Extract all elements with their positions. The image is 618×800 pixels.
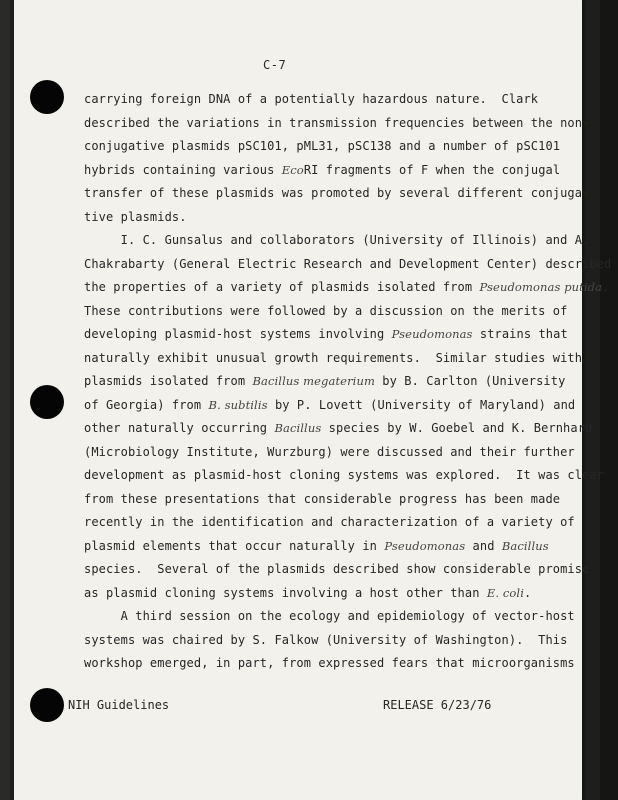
text-segment: species. Several of the plasmids described show considerable promise bbox=[84, 562, 590, 576]
text-segment: development as plasmid-host cloning systems was explored. It was clear bbox=[84, 468, 605, 482]
text-line bbox=[84, 609, 575, 623]
text-segment: from these presentations that considerable progress has been made bbox=[84, 491, 561, 506]
text-segment: by P. Lovett (University of Maryland) and bbox=[267, 397, 576, 412]
text-segment: conjugative plasmids pSC101, pML31, pSC138 and a number of pSC101 bbox=[84, 139, 561, 153]
text-line bbox=[84, 445, 575, 459]
text-line bbox=[84, 116, 589, 130]
text-line bbox=[84, 280, 609, 294]
text-segment: by B. Carlton (University bbox=[374, 374, 566, 388]
text-line bbox=[84, 304, 567, 318]
punch-hole-middle bbox=[30, 385, 64, 419]
text-line bbox=[84, 468, 604, 482]
text-line bbox=[84, 586, 531, 600]
text-segment: as plasmid cloning systems involving a host other than bbox=[84, 585, 487, 600]
left-binder-edge bbox=[0, 0, 10, 800]
italic-term: Eco bbox=[281, 162, 304, 177]
footer-left: NIH Guidelines bbox=[68, 698, 170, 712]
text-line bbox=[84, 374, 565, 388]
text-line bbox=[84, 139, 560, 153]
italic-term: Bacillus bbox=[501, 538, 549, 553]
text-segment: workshop emerged, in part, from expressed fears that microorganisms bbox=[84, 656, 575, 670]
text-segment: These contributions were followed by a discussion on the merits of bbox=[84, 303, 568, 318]
text-line bbox=[84, 539, 549, 553]
text-segment: plasmid elements that occur naturally in bbox=[84, 538, 385, 553]
text-segment: plasmids isolated from bbox=[84, 374, 253, 388]
text-line bbox=[84, 656, 575, 670]
text-segment: and bbox=[465, 538, 502, 553]
text-line bbox=[84, 351, 582, 365]
text-segment: . bbox=[602, 280, 610, 294]
text-segment: A third session on the ecology and epidemiology of vector-host bbox=[84, 609, 575, 623]
text-line bbox=[84, 421, 592, 435]
right-binder-edge bbox=[600, 0, 618, 800]
text-segment: hybrids containing various bbox=[84, 162, 282, 177]
punch-hole-bottom bbox=[30, 688, 64, 722]
text-segment: Chakrabarty (General Electric Research and Development Center) described bbox=[84, 256, 612, 271]
italic-term: E. coli bbox=[486, 585, 524, 600]
text-line bbox=[84, 210, 187, 224]
italic-term: Bacillus bbox=[274, 421, 322, 435]
text-segment: the properties of a variety of plasmids isolated from bbox=[84, 280, 480, 294]
text-segment: naturally exhibit unusual growth requirements. Similar studies with bbox=[84, 350, 583, 365]
text-line bbox=[84, 327, 568, 341]
italic-term: Bacillus megaterium bbox=[252, 374, 375, 388]
text-segment: RI fragments of F when the conjugal bbox=[303, 162, 561, 177]
text-line bbox=[84, 186, 589, 200]
text-segment: . bbox=[524, 585, 532, 600]
footer-release: RELEASE 6/23/76 bbox=[383, 698, 492, 712]
text-segment: transfer of these plasmids was promoted by several different conjuga- bbox=[84, 186, 590, 200]
text-line bbox=[84, 492, 560, 506]
text-segment: systems was chaired by S. Falkow (University of Washington). This bbox=[84, 632, 568, 647]
text-line bbox=[84, 163, 560, 177]
text-line bbox=[84, 92, 538, 106]
text-segment: I. C. Gunsalus and collaborators (University of Illinois) and A. bbox=[84, 233, 590, 247]
italic-term: B. subtilis bbox=[208, 397, 268, 412]
text-segment: species by W. Goebel and K. Bernhard bbox=[321, 421, 593, 435]
text-line bbox=[84, 515, 575, 529]
page-number: C-7 bbox=[263, 58, 287, 72]
text-segment: carrying foreign DNA of a potentially hazardous nature. Clark bbox=[84, 92, 539, 106]
text-segment: (Microbiology Institute, Wurzburg) were discussed and their further bbox=[84, 444, 575, 459]
italic-term: Pseudomonas bbox=[391, 327, 473, 341]
text-segment: of Georgia) from bbox=[84, 397, 209, 412]
text-segment: recently in the identification and characterization of a variety of bbox=[84, 515, 575, 529]
punch-hole-top bbox=[30, 80, 64, 114]
text-line bbox=[84, 398, 575, 412]
text-segment: developing plasmid-host systems involving bbox=[84, 327, 392, 341]
italic-term: Pseudomonas putida bbox=[479, 280, 603, 294]
text-line bbox=[84, 562, 589, 576]
text-line bbox=[84, 257, 611, 271]
text-segment: strains that bbox=[472, 327, 568, 341]
text-segment: described the variations in transmission frequencies between the non- bbox=[84, 115, 590, 130]
text-segment: other naturally occurring bbox=[84, 421, 275, 435]
text-line bbox=[84, 633, 567, 647]
italic-term: Pseudomonas bbox=[384, 538, 466, 553]
text-line bbox=[84, 233, 589, 247]
text-segment: tive plasmids. bbox=[84, 209, 187, 224]
